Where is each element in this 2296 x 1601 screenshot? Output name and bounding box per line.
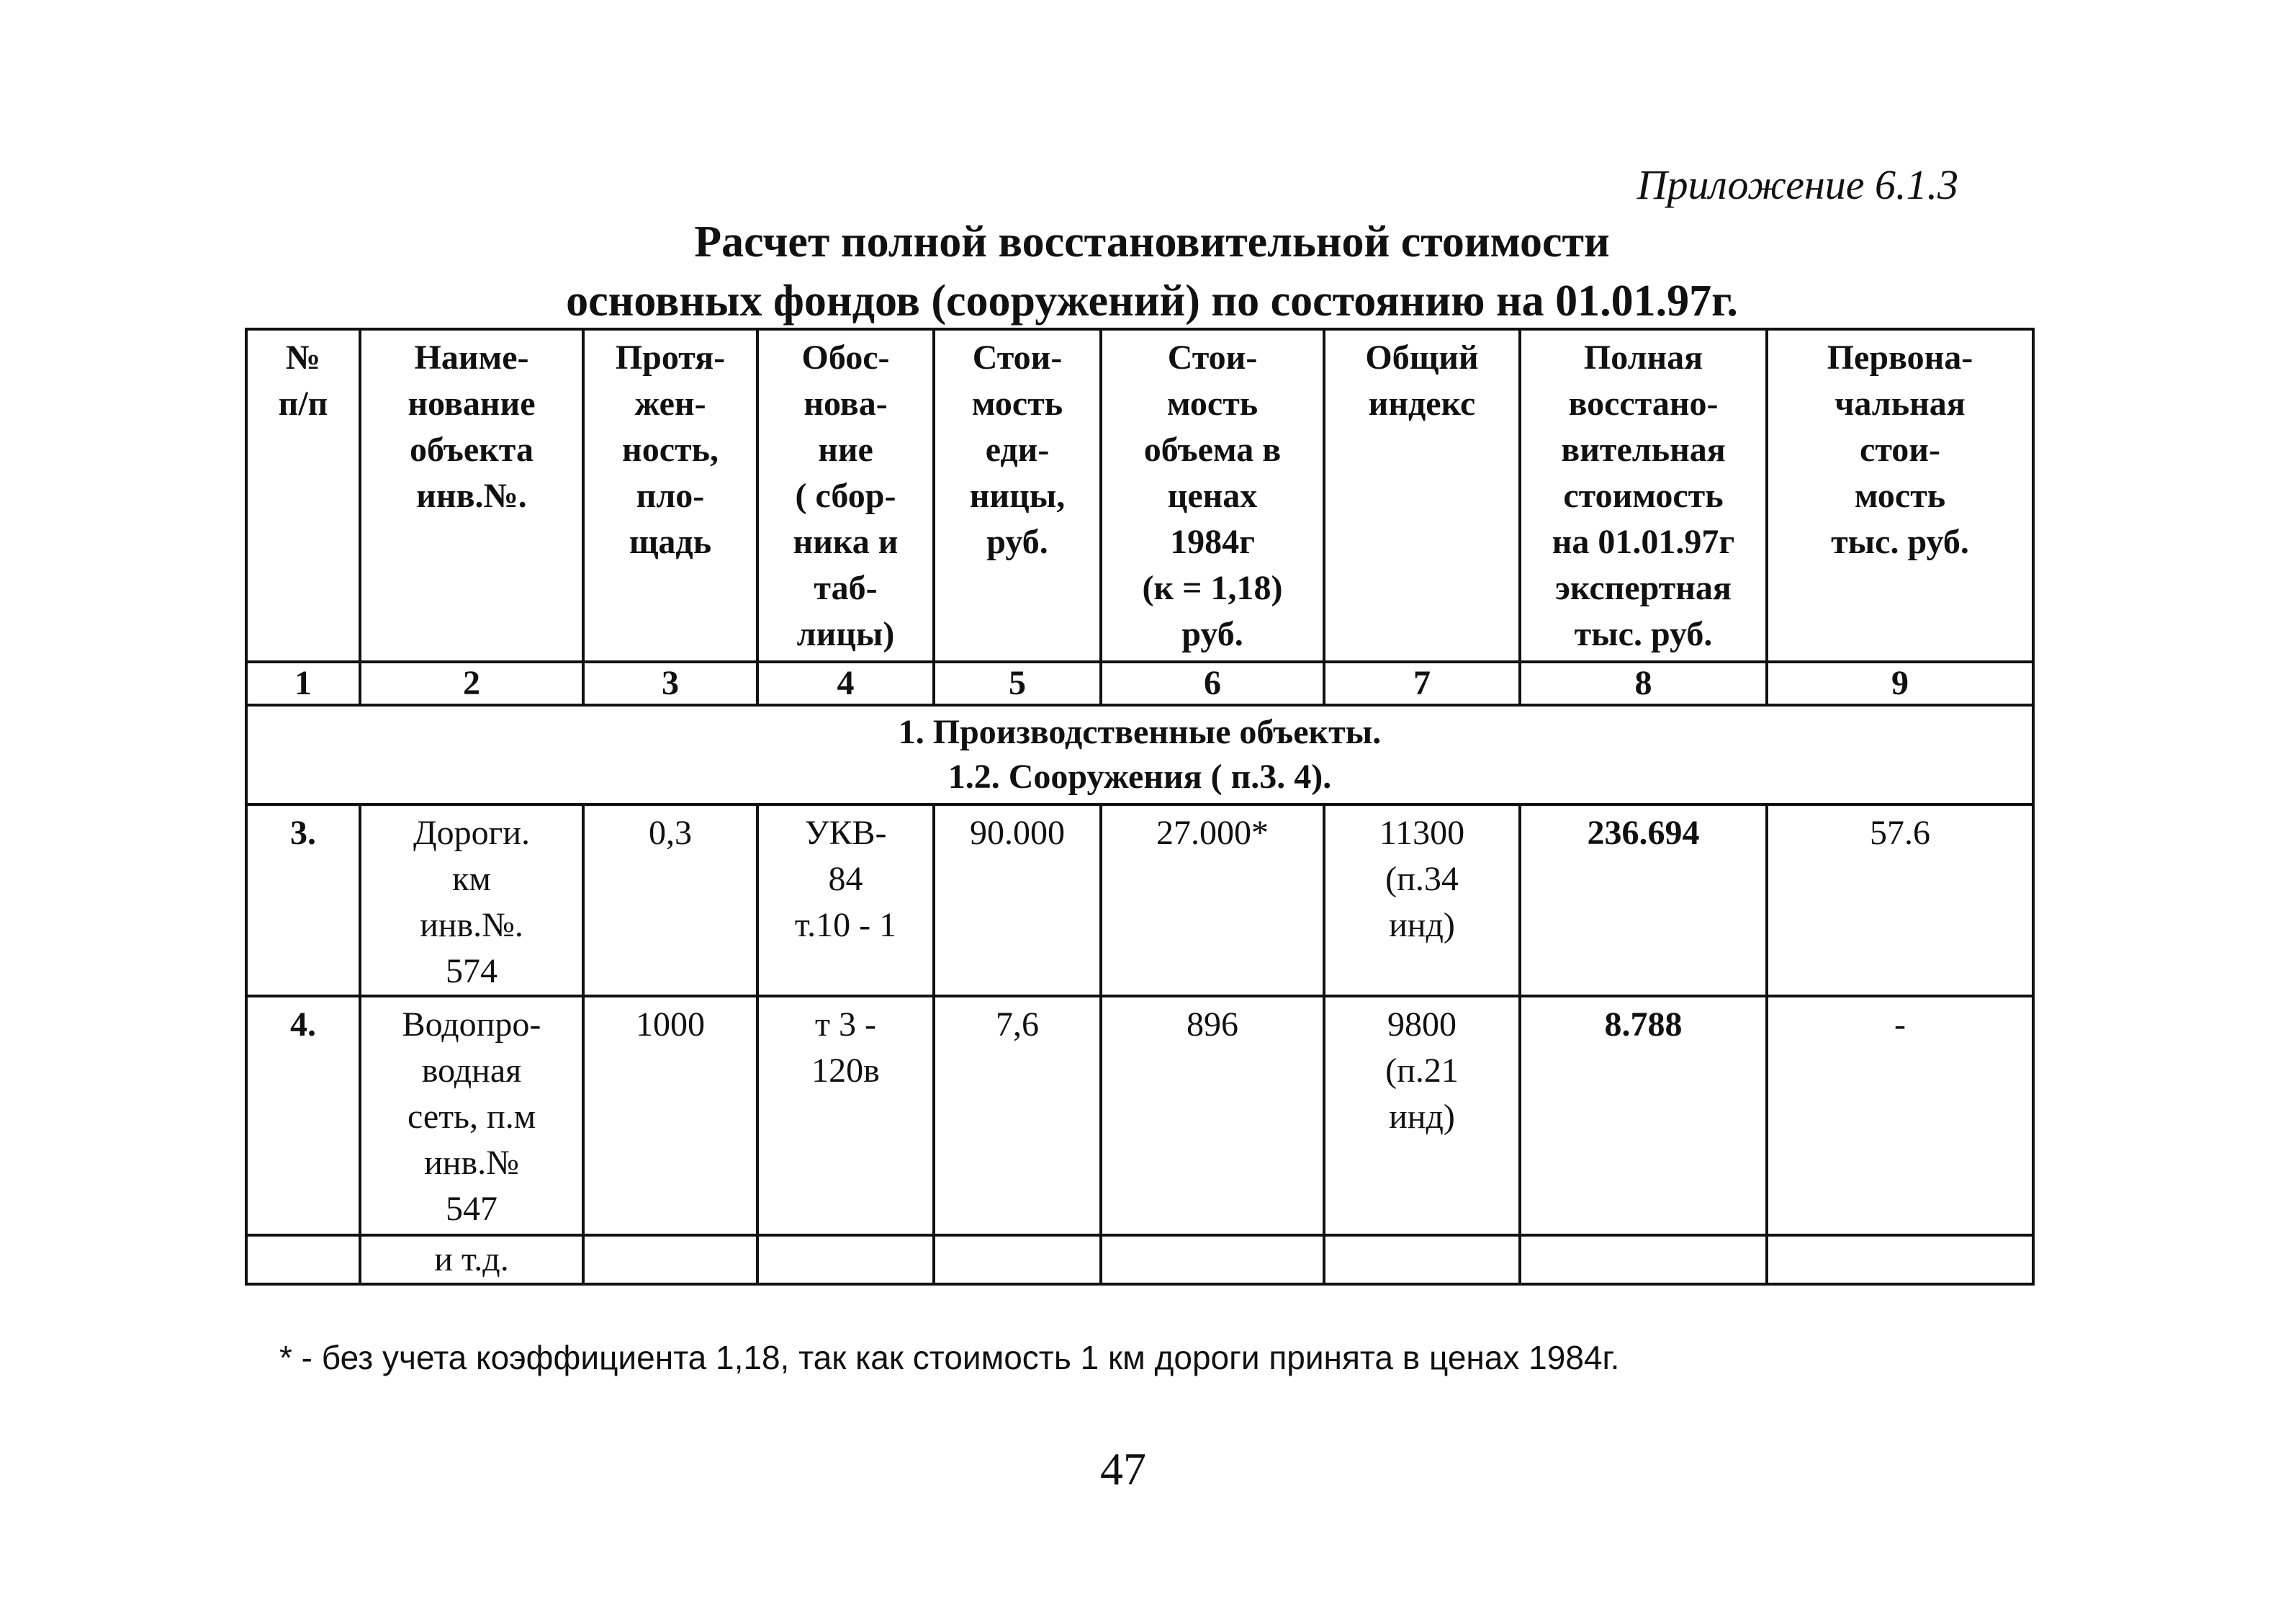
header-line: объекта: [410, 431, 534, 469]
header-line: Протя-: [615, 338, 726, 377]
full-restoration-cost: 236.694: [1520, 804, 1767, 996]
empty-cell: [934, 1235, 1101, 1284]
header-line: объема в: [1143, 431, 1282, 469]
cell-line: т 3 -: [815, 1005, 876, 1044]
header-line: нование: [408, 385, 536, 423]
general-index: [1324, 996, 1520, 1235]
full-restoration-cost: 8.788: [1520, 996, 1767, 1235]
cell-line: Водопро-: [402, 1005, 541, 1044]
column-number: 2: [360, 662, 583, 705]
volume-cost: 896: [1101, 996, 1324, 1235]
cell-line: инд): [1389, 906, 1455, 944]
cell-line: км: [452, 860, 491, 898]
cell-line: 11300: [1379, 814, 1465, 852]
object-name: [360, 804, 583, 996]
section-title: 1. Производственные объекты.: [898, 713, 1382, 751]
header-line: пло-: [636, 477, 705, 515]
empty-cell: [1520, 1235, 1767, 1284]
header-line: ( сбор-: [795, 477, 896, 515]
subsection-title: 1.2. Сооружения ( п.3. 4).: [947, 758, 1332, 796]
header-line: ника и: [793, 523, 899, 561]
column-number: 4: [757, 662, 934, 705]
etc-row: [246, 1235, 2033, 1284]
cell-line: сеть, п.м: [407, 1098, 536, 1136]
header-line: ность,: [622, 431, 719, 469]
cell-line: 547: [446, 1190, 498, 1228]
header-line: 1984г: [1170, 523, 1255, 561]
cell-line: водная: [421, 1051, 522, 1090]
header-line: жен-: [634, 385, 706, 423]
header-line: п/п: [278, 385, 328, 423]
basis: [757, 804, 934, 996]
document-title-line-2: основных фондов (сооружений) по состоянию на 01.01.97г.: [566, 277, 1738, 326]
empty-cell: [757, 1235, 934, 1284]
header-line: вительная: [1561, 431, 1726, 469]
header-line: чальная: [1834, 385, 1966, 423]
header-line: тыс. руб.: [1574, 615, 1713, 653]
header-cell: [934, 329, 1101, 662]
basis: [757, 996, 934, 1235]
header-line: еди-: [985, 431, 1050, 469]
empty-cell: [246, 1235, 360, 1284]
header-line: Полная: [1583, 338, 1703, 377]
unit-cost: 90.000: [934, 804, 1101, 996]
header-line: инв.№.: [416, 477, 527, 515]
empty-cell: [583, 1235, 757, 1284]
header-line: щадь: [629, 523, 712, 561]
column-number: 6: [1101, 662, 1324, 705]
column-number: 1: [246, 662, 360, 705]
header-cell: [360, 329, 583, 662]
row-number: 4.: [246, 996, 360, 1235]
header-line: ценах: [1167, 477, 1258, 515]
header-cell: [1101, 329, 1324, 662]
section-row: [246, 705, 2033, 804]
header-line: руб.: [1181, 615, 1243, 653]
etc-label: и т.д.: [360, 1235, 583, 1284]
header-line: руб.: [986, 523, 1048, 561]
footnote: * - без учета коэффициента 1,18, так как стоимость 1 км дороги принята в ценах 1984г.: [279, 1339, 1620, 1376]
header-line: на 01.01.97г: [1552, 523, 1735, 561]
cell-line: 574: [446, 952, 498, 990]
header-line: Наиме-: [414, 338, 529, 377]
header-line: мость: [1166, 385, 1259, 423]
header-cell: [246, 329, 360, 662]
cost-table: [245, 328, 2035, 1286]
cell-line: 9800: [1387, 1005, 1457, 1044]
document-title-line-1: Расчет полной восстановительной стоимости: [694, 217, 1610, 266]
header-cell: [583, 329, 757, 662]
unit-cost: 7,6: [934, 996, 1101, 1235]
header-line: стои-: [1860, 431, 1940, 469]
header-line: (к = 1,18): [1142, 569, 1283, 607]
header-cell: [1324, 329, 1520, 662]
column-number: 8: [1520, 662, 1767, 705]
header-cell: [757, 329, 934, 662]
length-area: 0,3: [583, 804, 757, 996]
header-line: Стои-: [972, 338, 1063, 377]
header-line: ницы,: [969, 477, 1066, 515]
table-row: [246, 804, 2033, 996]
header-line: лицы): [796, 615, 895, 653]
cell-line: Дороги.: [413, 814, 531, 852]
header-line: Обос-: [801, 338, 890, 377]
header-line: мость: [1854, 477, 1946, 515]
header-line: индекс: [1368, 385, 1476, 423]
cell-line: инв.№: [424, 1144, 519, 1182]
header-cell: [1520, 329, 1767, 662]
object-name: [360, 996, 583, 1235]
header-line: Первона-: [1827, 338, 1973, 377]
column-number: 7: [1324, 662, 1520, 705]
header-line: №: [285, 338, 321, 377]
column-number: 5: [934, 662, 1101, 705]
page-number: 47: [1100, 1443, 1146, 1494]
cell-line: 84: [828, 860, 863, 898]
cell-line: инд): [1389, 1098, 1455, 1136]
empty-cell: [1324, 1235, 1520, 1284]
section-heading: [246, 705, 2033, 804]
empty-cell: [1101, 1235, 1324, 1284]
initial-cost: -: [1767, 996, 2033, 1235]
header-line: тыс. руб.: [1831, 523, 1969, 561]
header-cell: [1767, 329, 2033, 662]
header-line: стоимость: [1563, 477, 1724, 515]
header-line: ние: [818, 431, 873, 469]
header-line: таб-: [814, 569, 878, 607]
appendix-label: Приложение 6.1.3: [1637, 161, 1958, 208]
empty-cell: [1767, 1235, 2033, 1284]
volume-cost: 27.000*: [1101, 804, 1324, 996]
column-number: 9: [1767, 662, 2033, 705]
header-line: Стои-: [1167, 338, 1258, 377]
cell-line: (п.34: [1385, 860, 1459, 898]
header-line: нова-: [803, 385, 888, 423]
table-row: [246, 996, 2033, 1235]
cell-line: УКВ-: [804, 814, 887, 852]
column-number-row: [246, 662, 2033, 705]
header-line: экспертная: [1555, 569, 1732, 607]
cell-line: (п.21: [1385, 1051, 1459, 1090]
general-index: [1324, 804, 1520, 996]
row-number: 3.: [246, 804, 360, 996]
cell-line: т.10 - 1: [794, 906, 897, 944]
header-row: [246, 329, 2033, 662]
length-area: 1000: [583, 996, 757, 1235]
column-number: 3: [583, 662, 757, 705]
cell-line: инв.№.: [420, 906, 523, 944]
cell-line: 120в: [811, 1051, 880, 1090]
header-line: Общий: [1365, 338, 1479, 377]
header-line: мость: [971, 385, 1063, 423]
header-line: восстано-: [1568, 385, 1719, 423]
initial-cost: 57.6: [1767, 804, 2033, 996]
